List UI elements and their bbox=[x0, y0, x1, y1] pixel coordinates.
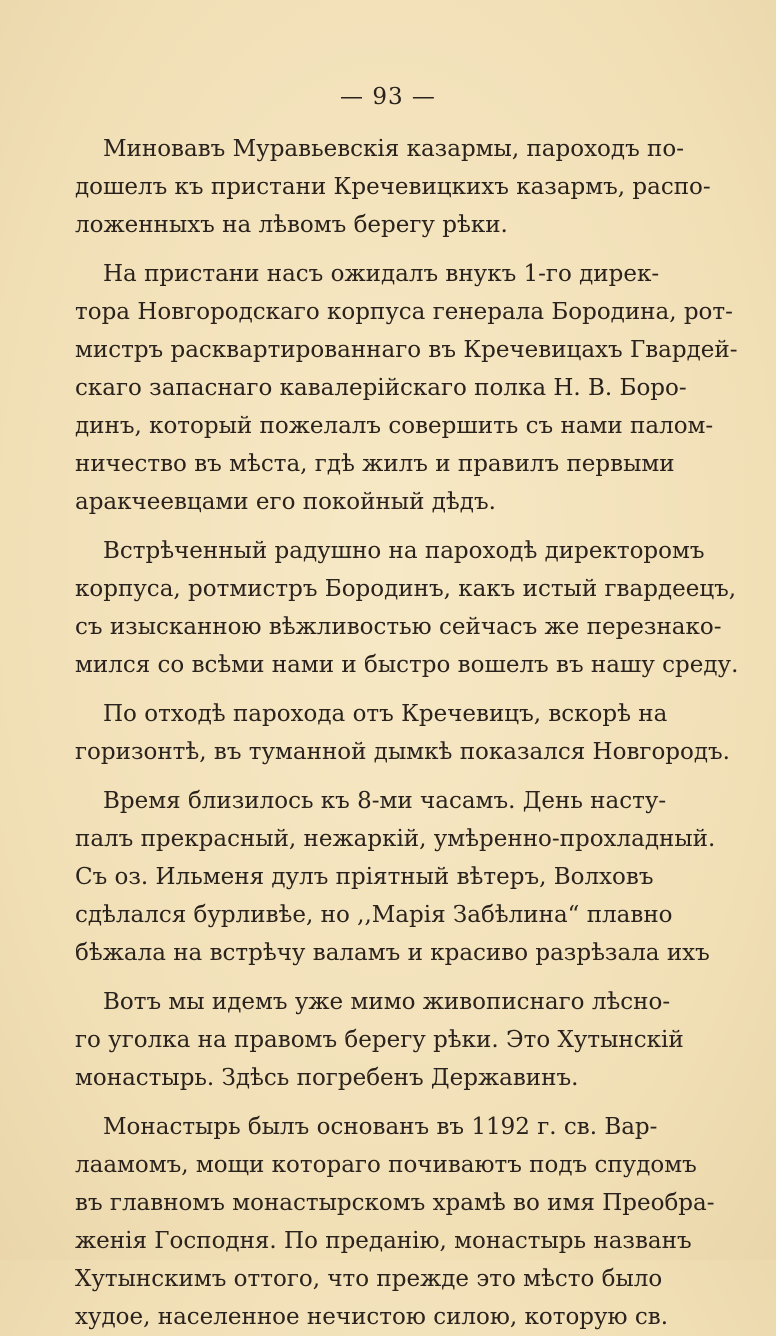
page-number: — 93 — bbox=[340, 84, 436, 110]
paragraph-7 bbox=[75, 1108, 715, 1336]
text-line: монастырь. Здѣсь погребенъ Державинъ. bbox=[75, 1065, 579, 1091]
text-line: Встрѣченный радушно на пароходѣ директоромъ bbox=[103, 538, 705, 564]
text-line: На пристани насъ ожидалъ внукъ 1-го дирек- bbox=[103, 261, 660, 287]
paragraph-3 bbox=[75, 532, 739, 684]
paragraph-6 bbox=[75, 983, 684, 1097]
text-line: Время близилось къ 8-ми часамъ. День насту- bbox=[103, 788, 667, 814]
paragraph-1 bbox=[75, 130, 711, 244]
text-line: мился со всѣми нами и быстро вошелъ въ нашу среду. bbox=[75, 652, 739, 678]
text-line: палъ прекрасный, нежаркій, умѣренно-прохладный. bbox=[75, 826, 716, 852]
text-line: женія Господня. По преданію, монастырь названъ bbox=[75, 1228, 692, 1254]
text-line: го уголка на правомъ берегу рѣки. Это Хутынскій bbox=[75, 1027, 684, 1053]
body-text bbox=[75, 130, 739, 1336]
text-line: сдѣлался бурливѣе, но ,,Марія Забѣлина“ плавно bbox=[75, 902, 673, 928]
text-line: Хутынскимъ оттого, что прежде это мѣсто было bbox=[75, 1266, 663, 1292]
text-line: тора Новгородскаго корпуса генерала Бородина, рот- bbox=[75, 299, 733, 325]
text-line: съ изысканною вѣжливостью сейчасъ же перезнако- bbox=[75, 614, 722, 640]
text-line: Монастырь былъ основанъ въ 1192 г. св. Вар- bbox=[103, 1114, 658, 1140]
text-line: корпуса, ротмистръ Бородинъ, какъ истый гвардеецъ, bbox=[75, 576, 737, 602]
text-line: дошелъ къ пристани Кречевицкихъ казармъ, распо- bbox=[75, 174, 711, 200]
text-line: Вотъ мы идемъ уже мимо живописнаго лѣсно- bbox=[103, 989, 671, 1015]
text-line: бѣжала на встрѣчу валамъ и красиво разрѣзала ихъ bbox=[75, 940, 710, 966]
paragraph-5 bbox=[75, 782, 716, 972]
text-line: Миновавъ Муравьевскія казармы, пароходъ по- bbox=[103, 136, 684, 162]
text-line: лаамомъ, мощи котораго почиваютъ подъ спудомъ bbox=[75, 1152, 697, 1178]
text-line: скаго запаснаго кавалерійскаго полка Н. В. Боро- bbox=[75, 375, 687, 401]
text-line: горизонтѣ, въ туманной дымкѣ показался Новгородъ. bbox=[75, 739, 730, 765]
paragraph-4 bbox=[75, 695, 730, 771]
text-line: ничество въ мѣста, гдѣ жилъ и правилъ первыми bbox=[75, 451, 675, 477]
text-line: Съ оз. Ильменя дулъ пріятный вѣтеръ, Волховъ bbox=[75, 864, 654, 890]
text-line: ложенныхъ на лѣвомъ берегу рѣки. bbox=[75, 212, 508, 238]
text-line: мистръ расквартированнаго въ Кречевицахъ Гвардей- bbox=[75, 337, 738, 363]
text-line: въ главномъ монастырскомъ храмѣ во имя Преобра- bbox=[75, 1190, 715, 1216]
text-line: динъ, который пожелалъ совершить съ нами палом- bbox=[75, 413, 714, 439]
text-line: аракчеевцами его покойный дѣдъ. bbox=[75, 489, 496, 515]
text-line: худое, населенное нечистою силою, которую св. bbox=[75, 1304, 669, 1330]
text-line: По отходѣ парохода отъ Кречевицъ, вскорѣ на bbox=[103, 701, 668, 727]
paragraph-2 bbox=[75, 255, 738, 521]
